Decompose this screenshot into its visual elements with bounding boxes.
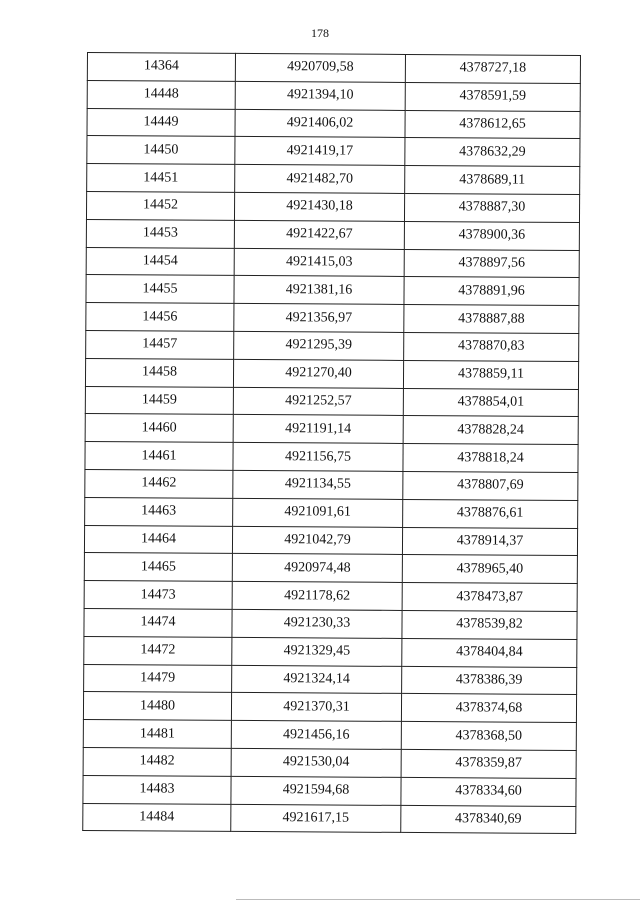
x-coordinate-cell: 4921419,17 [235,137,405,166]
point-number-cell: 14457 [86,330,234,359]
x-coordinate-cell: 4921594,68 [231,776,401,805]
y-coordinate-cell: 4378689,11 [405,166,580,195]
table-row [86,303,579,334]
table-row [85,386,578,417]
x-coordinate-cell: 4921329,45 [232,637,402,666]
y-coordinate-cell: 4378828,24 [403,416,578,445]
table-row [86,330,579,361]
point-number-cell: 14453 [86,219,234,248]
x-coordinate-cell: 4921482,70 [235,165,405,194]
table-row [87,108,580,139]
y-coordinate-cell: 4378897,56 [404,249,579,278]
x-coordinate-cell: 4921191,14 [233,415,403,444]
y-coordinate-cell: 4378539,82 [402,610,577,639]
x-coordinate-cell: 4921394,10 [235,81,405,110]
table-row [87,164,580,195]
point-number-cell: 14479 [84,664,232,693]
y-coordinate-cell: 4378374,68 [401,694,576,723]
table-row [85,358,578,389]
table-row [86,247,579,278]
coordinates-table-body [83,53,581,834]
table-row [86,275,579,306]
point-number-cell: 14456 [86,303,234,332]
table-row [87,80,580,111]
table-row [83,775,576,806]
x-coordinate-cell: 4921252,57 [233,387,403,416]
table-row [84,553,577,584]
y-coordinate-cell: 4378612,65 [405,110,580,139]
point-number-cell: 14459 [85,386,233,415]
x-coordinate-cell: 4921422,67 [234,220,404,249]
x-coordinate-cell: 4921178,62 [232,582,402,611]
point-number-cell: 14451 [87,164,235,193]
point-number-cell: 14461 [85,442,233,471]
x-coordinate-cell: 4921430,18 [234,192,404,221]
x-coordinate-cell: 4921406,02 [235,109,405,138]
y-coordinate-cell: 4378386,39 [402,666,577,695]
x-coordinate-cell: 4921530,04 [231,748,401,777]
table-row [83,720,576,751]
x-coordinate-cell: 4921295,39 [234,331,404,360]
table-row [83,803,576,834]
point-number-cell: 14364 [87,53,235,82]
point-number-cell: 14464 [84,525,232,554]
table-row [84,525,577,556]
y-coordinate-cell: 4378473,87 [402,583,577,612]
x-coordinate-cell: 4920974,48 [232,554,402,583]
x-coordinate-cell: 4921324,14 [232,665,402,694]
y-coordinate-cell: 4378914,37 [402,527,577,556]
x-coordinate-cell: 4921042,79 [232,526,402,555]
y-coordinate-cell: 4378818,24 [403,444,578,473]
point-number-cell: 14473 [84,581,232,610]
page-number: 178 [311,26,329,40]
table-row [84,664,577,695]
y-coordinate-cell: 4378876,61 [403,499,578,528]
point-number-cell: 14463 [85,497,233,526]
x-coordinate-cell: 4921156,75 [233,443,403,472]
table-row [87,136,580,167]
point-number-cell: 14448 [87,80,235,109]
point-number-cell: 14449 [87,108,235,137]
x-coordinate-cell: 4921270,40 [233,359,403,388]
point-number-cell: 14481 [83,720,231,749]
point-number-cell: 14455 [86,275,234,304]
y-coordinate-cell: 4378807,69 [403,471,578,500]
x-coordinate-cell: 4921456,16 [231,721,401,750]
table-row [85,414,578,445]
y-coordinate-cell: 4378368,50 [401,722,576,751]
table-row [84,608,577,639]
table-row [85,442,578,473]
y-coordinate-cell: 4378854,01 [403,388,578,417]
y-coordinate-cell: 4378887,30 [404,193,579,222]
x-coordinate-cell: 4921370,31 [231,693,401,722]
point-number-cell: 14484 [83,803,231,832]
table-row [83,692,576,723]
point-number-cell: 14474 [84,608,232,637]
y-coordinate-cell: 4378900,36 [404,221,579,250]
y-coordinate-cell: 4378334,60 [401,777,576,806]
point-number-cell: 14452 [86,191,234,220]
table-row [85,469,578,500]
x-coordinate-cell: 4921415,03 [234,248,404,277]
y-coordinate-cell: 4378859,11 [403,360,578,389]
point-number-cell: 14482 [83,747,231,776]
point-number-cell: 14454 [86,247,234,276]
point-number-cell: 14460 [85,414,233,443]
point-number-cell: 14480 [83,692,231,721]
y-coordinate-cell: 4378965,40 [402,555,577,584]
y-coordinate-cell: 4378727,18 [405,54,580,83]
table-row [84,636,577,667]
point-number-cell: 14465 [84,553,232,582]
x-coordinate-cell: 4921091,61 [233,498,403,527]
x-coordinate-cell: 4921381,16 [234,276,404,305]
table-row [86,191,579,222]
x-coordinate-cell: 4921230,33 [232,609,402,638]
bottom-edge-line [236,899,640,900]
y-coordinate-cell: 4378632,29 [405,138,580,167]
point-number-cell: 14483 [83,775,231,804]
y-coordinate-cell: 4378359,87 [401,749,576,778]
x-coordinate-cell: 4921617,15 [231,804,401,833]
table-row [86,219,579,250]
point-number-cell: 14458 [85,358,233,387]
table-row [85,497,578,528]
point-number-cell: 14462 [85,469,233,498]
table-row [83,747,576,778]
y-coordinate-cell: 4378887,88 [404,305,579,334]
y-coordinate-cell: 4378591,59 [405,82,580,111]
x-coordinate-cell: 4921356,97 [234,304,404,333]
y-coordinate-cell: 4378404,84 [402,638,577,667]
y-coordinate-cell: 4378891,96 [404,277,579,306]
x-coordinate-cell: 4920709,58 [235,53,405,82]
coordinates-table [82,52,581,834]
x-coordinate-cell: 4921134,55 [233,470,403,499]
y-coordinate-cell: 4378870,83 [404,332,579,361]
table-row [84,581,577,612]
y-coordinate-cell: 4378340,69 [401,805,576,834]
table-row [87,53,580,84]
point-number-cell: 14450 [87,136,235,165]
point-number-cell: 14472 [84,636,232,665]
